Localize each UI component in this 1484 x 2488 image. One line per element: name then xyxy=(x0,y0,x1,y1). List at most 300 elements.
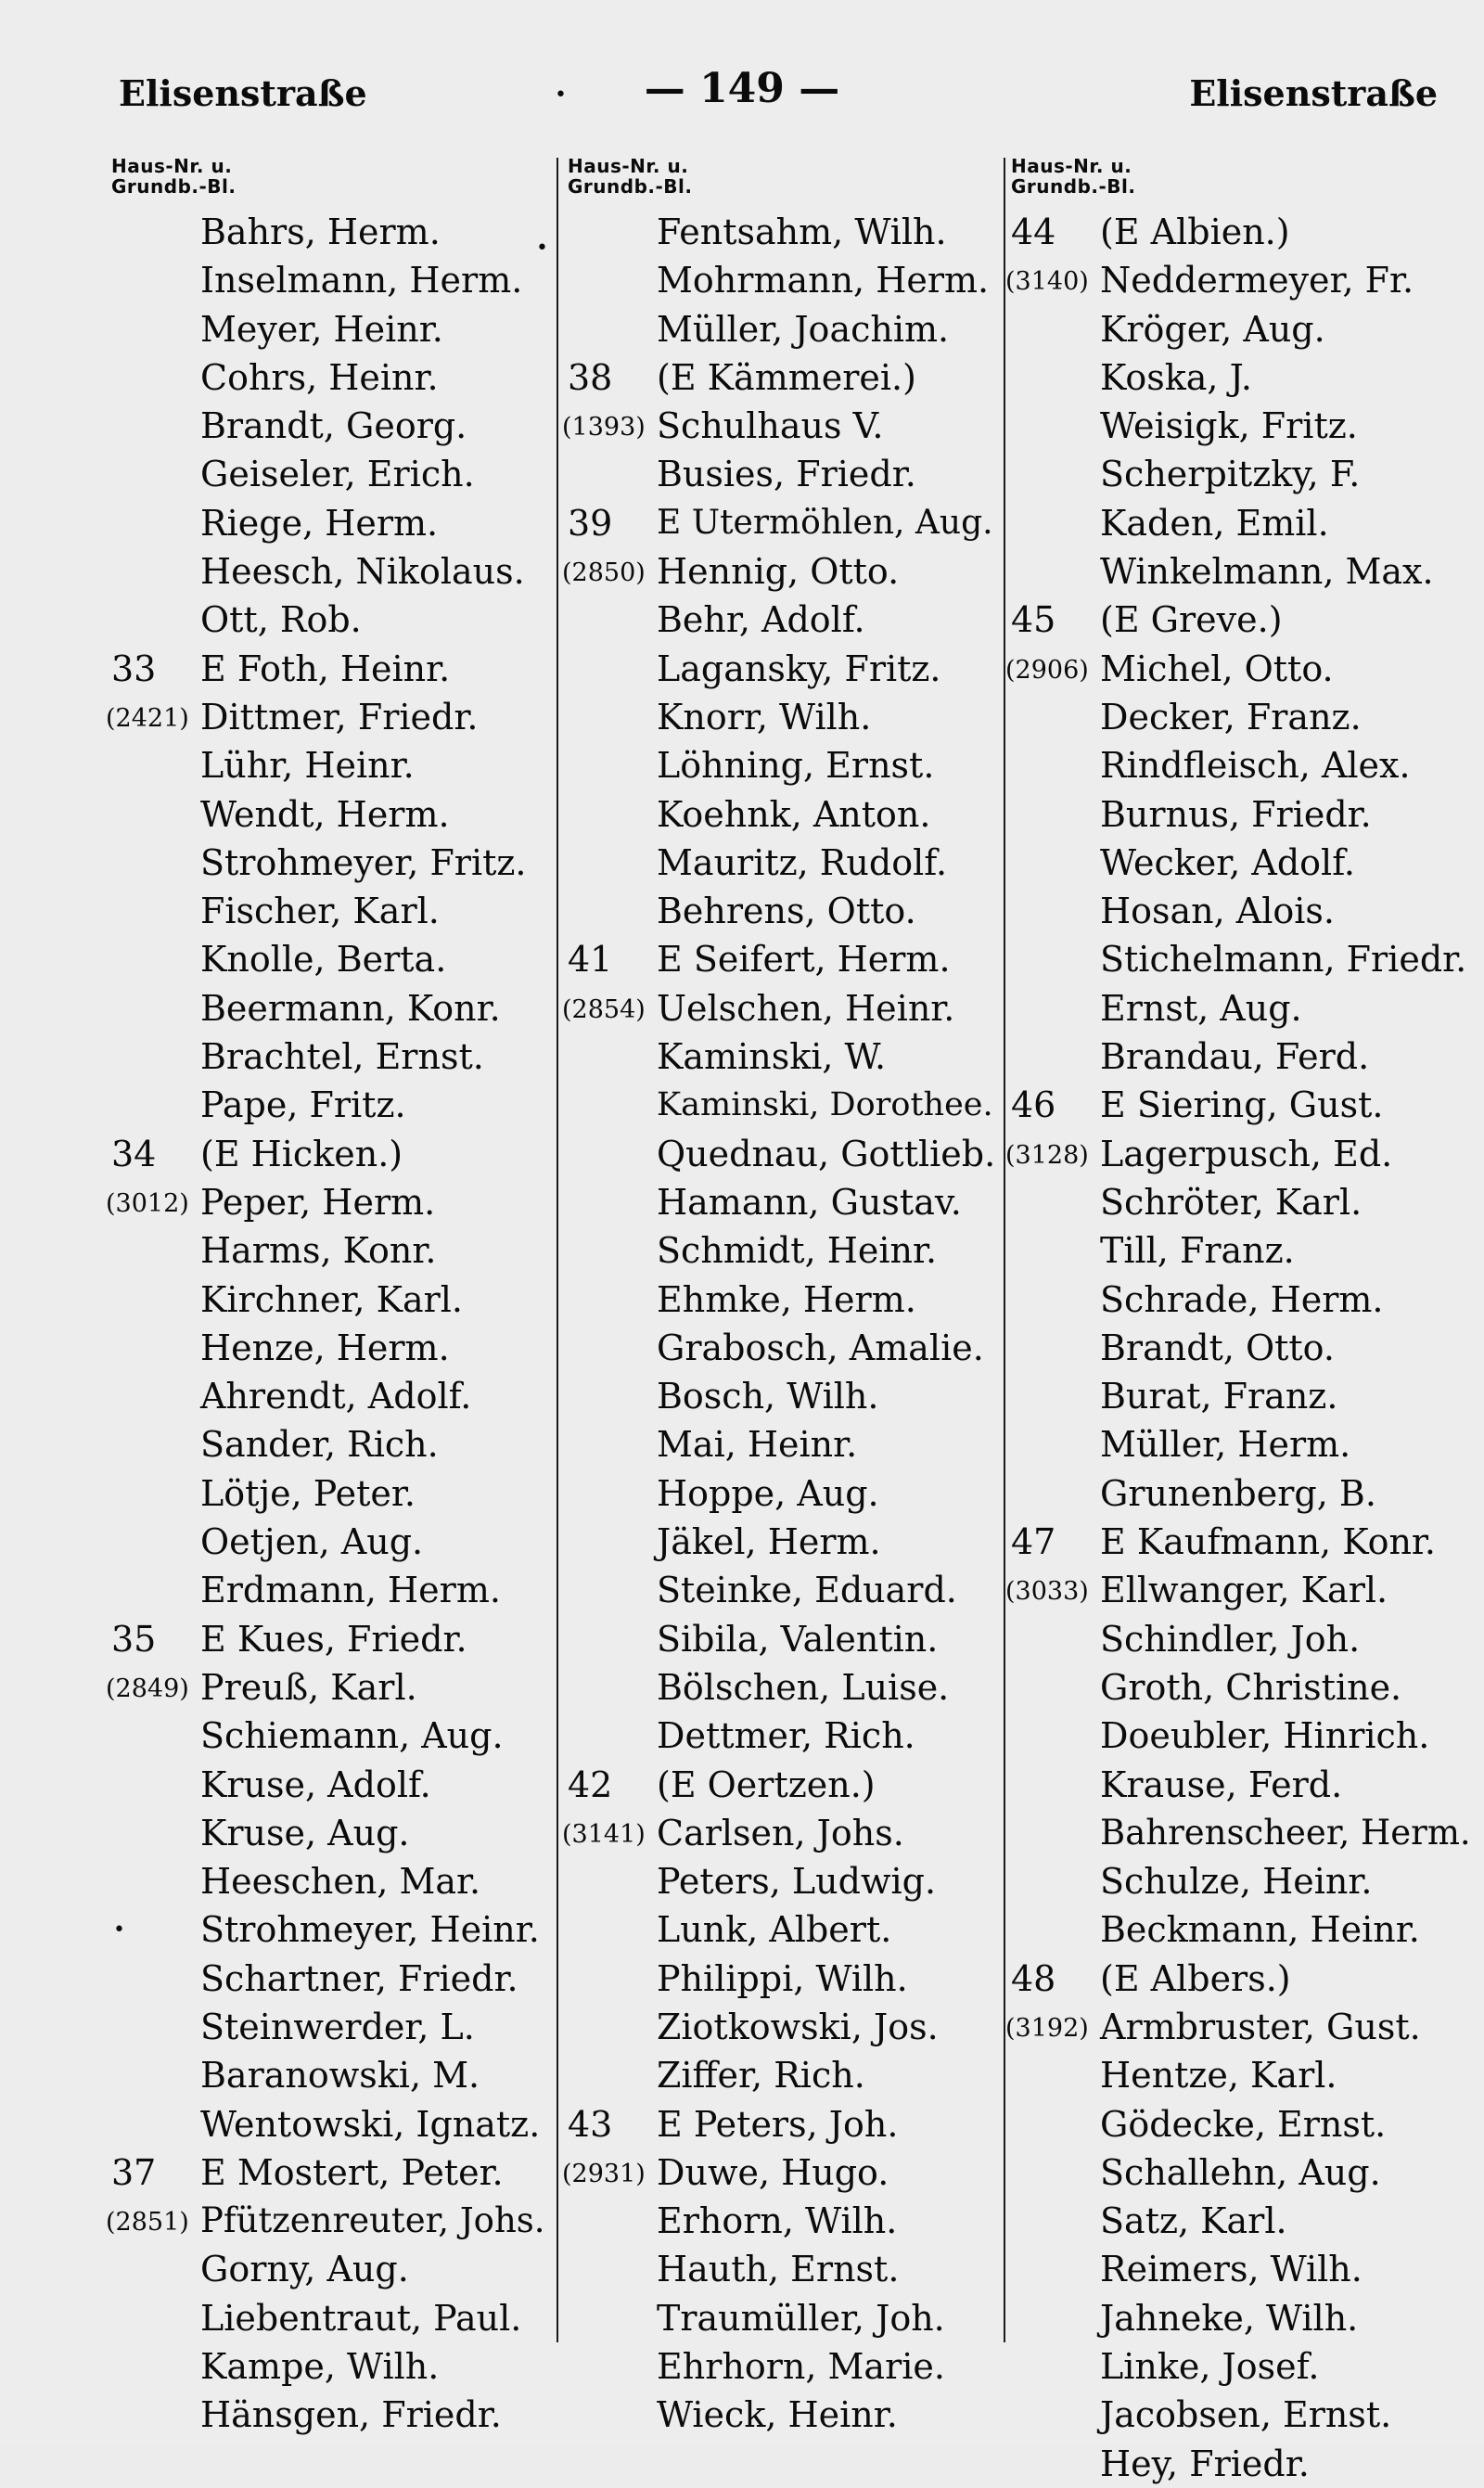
directory-entry xyxy=(568,1324,1002,1372)
resident-name: Ahrendt, Adolf. xyxy=(200,1376,472,1417)
resident-name: Ellwanger, Karl. xyxy=(1100,1570,1388,1611)
resident-name: Quednau, Gottlieb. xyxy=(657,1133,996,1174)
resident-name: Hey, Friedr. xyxy=(1100,2443,1310,2484)
resident-name: Koska, J. xyxy=(1100,356,1252,398)
resident-name: (E Greve.) xyxy=(1100,599,1283,641)
directory-entry xyxy=(1011,1663,1475,1712)
resident-name: Bosch, Wilh. xyxy=(657,1376,879,1417)
directory-entry xyxy=(111,1809,547,1857)
directory-entry xyxy=(1011,2440,1475,2488)
directory-entry xyxy=(111,596,547,644)
directory-entry xyxy=(111,2342,547,2391)
directory-entry xyxy=(568,1178,1002,1226)
resident-name: Wendt, Herm. xyxy=(200,793,450,835)
directory-entry xyxy=(568,1566,1002,1614)
directory-entry xyxy=(568,2391,1002,2439)
resident-name: Brandau, Ferd. xyxy=(1100,1036,1370,1078)
resident-name: Cohrs, Heinr. xyxy=(200,356,439,398)
resident-name: Grunenberg, B. xyxy=(1100,1472,1376,1514)
resident-name: Ziotkowski, Jos. xyxy=(657,2006,939,2047)
directory-entry xyxy=(111,2003,547,2051)
resident-name: Henze, Herm. xyxy=(200,1327,450,1368)
resident-name: Winkelmann, Max. xyxy=(1100,551,1434,593)
directory-entry xyxy=(568,741,1002,789)
resident-name: Linke, Josef. xyxy=(1100,2346,1320,2388)
house-number: 38 xyxy=(568,356,613,398)
resident-name: Meyer, Heinr. xyxy=(200,308,443,350)
directory-entry xyxy=(1011,353,1475,402)
resident-name: Müller, Joachim. xyxy=(657,308,950,350)
resident-name: Sander, Rich. xyxy=(200,1424,439,1466)
resident-name: (E Albien.) xyxy=(1100,212,1290,252)
column-heading xyxy=(1011,156,1475,208)
resident-name: Duwe, Hugo. xyxy=(657,2151,889,2193)
directory-entry xyxy=(568,693,1002,741)
resident-name: Brandt, Georg. xyxy=(200,405,467,447)
resident-name: Knolle, Berta. xyxy=(200,939,447,981)
resident-name: Wieck, Heinr. xyxy=(657,2394,898,2436)
land-register-number: (2850) xyxy=(562,558,646,588)
directory-entry xyxy=(111,741,547,789)
resident-name: Peters, Ludwig. xyxy=(657,1861,937,1903)
resident-name: Ehrhorn, Marie. xyxy=(657,2346,945,2388)
resident-name: Armbruster, Gust. xyxy=(1100,2006,1421,2047)
resident-name: Schrade, Herm. xyxy=(1100,1278,1384,1320)
resident-name: Burat, Franz. xyxy=(1100,1376,1338,1417)
resident-name: Mai, Heinr. xyxy=(657,1424,858,1466)
directory-entry xyxy=(111,887,547,935)
resident-name: Kruse, Aug. xyxy=(200,1812,410,1853)
resident-name: Erdmann, Herm. xyxy=(200,1570,501,1611)
directory-entry xyxy=(111,499,547,547)
directory-entry xyxy=(111,1615,547,1663)
resident-name: Beermann, Konr. xyxy=(200,987,501,1029)
directory-entry xyxy=(1011,547,1475,596)
resident-name: Grabosch, Amalie. xyxy=(657,1327,984,1368)
directory-entry xyxy=(568,1032,1002,1081)
resident-name: Riege, Herm. xyxy=(200,502,439,544)
land-register-number: (2906) xyxy=(1005,655,1089,685)
resident-name: Gödecke, Ernst. xyxy=(1100,2103,1387,2145)
directory-entry xyxy=(568,1663,1002,1712)
directory-entry xyxy=(1011,790,1475,839)
directory-entry xyxy=(111,1761,547,1809)
resident-name: Bahrenscheer, Herm. xyxy=(1100,1812,1471,1853)
directory-entry xyxy=(1011,1032,1475,1081)
directory-entry xyxy=(111,2148,547,2197)
resident-name: Schindler, Joh. xyxy=(1100,1618,1361,1660)
directory-entry xyxy=(568,1615,1002,1663)
resident-name: Baranowski, M. xyxy=(200,2055,480,2097)
directory-entry xyxy=(568,1130,1002,1178)
directory-entry xyxy=(568,256,1002,304)
directory-entry xyxy=(568,596,1002,644)
column-2 xyxy=(562,155,1002,2440)
land-register-number: (3140) xyxy=(1005,267,1089,297)
directory-entry xyxy=(568,1276,1002,1324)
resident-name: Fentsahm, Wilh. xyxy=(657,212,947,252)
land-register-number: (3192) xyxy=(1005,2013,1089,2043)
directory-entry xyxy=(111,1857,547,1905)
land-register-number: (2854) xyxy=(562,994,646,1024)
column-1 xyxy=(106,155,547,2440)
column-heading xyxy=(568,156,1002,208)
resident-name: Lunk, Albert. xyxy=(657,1909,892,1951)
resident-name: Till, Franz. xyxy=(1100,1230,1295,1272)
resident-name: Schallehn, Aug. xyxy=(1100,2151,1381,2193)
directory-entry xyxy=(1011,984,1475,1032)
resident-name: Wecker, Adolf. xyxy=(1100,841,1355,883)
directory-entry xyxy=(111,1712,547,1760)
house-number: 33 xyxy=(111,648,157,689)
resident-name: E Utermöhlen, Aug. xyxy=(657,503,993,542)
resident-name: Lühr, Heinr. xyxy=(200,745,415,787)
directory-entry xyxy=(111,1420,547,1468)
resident-name: Groth, Christine. xyxy=(1100,1666,1402,1708)
directory-entry xyxy=(1011,1372,1475,1420)
directory-entry xyxy=(568,208,1002,256)
directory-entry xyxy=(568,839,1002,887)
resident-name: E Seifert, Herm. xyxy=(657,939,951,981)
directory-entry xyxy=(1011,2342,1475,2391)
directory-entry xyxy=(1011,1955,1475,2003)
directory-entry xyxy=(111,645,547,693)
resident-name: (E Kämmerei.) xyxy=(657,356,916,398)
directory-entry xyxy=(111,547,547,596)
resident-name: Dettmer, Rich. xyxy=(657,1715,915,1757)
resident-name: Oetjen, Aug. xyxy=(200,1521,424,1563)
directory-entry xyxy=(111,353,547,402)
house-number: 39 xyxy=(568,502,613,544)
directory-entry xyxy=(568,1712,1002,1760)
resident-name: Strohmeyer, Fritz. xyxy=(200,841,527,883)
resident-name: Mohrmann, Herm. xyxy=(657,260,990,301)
resident-name: Traumüller, Joh. xyxy=(657,2297,945,2339)
directory-entry xyxy=(568,790,1002,839)
directory-entry xyxy=(568,2051,1002,2099)
resident-name: Philippi, Wilh. xyxy=(657,1957,908,1999)
resident-name: Ernst, Aug. xyxy=(1100,987,1302,1029)
resident-name: Doeubler, Hinrich. xyxy=(1100,1715,1430,1757)
column-heading-line1: Haus-Nr. u. xyxy=(111,155,233,177)
directory-entry xyxy=(562,2148,1002,2197)
directory-entry xyxy=(111,1372,547,1420)
page-number: — 149 — xyxy=(644,65,840,112)
resident-name: Carlsen, Johs. xyxy=(657,1812,904,1853)
directory-entry xyxy=(1011,693,1475,741)
column-heading-line2: Grundb.-Bl. xyxy=(111,175,237,198)
resident-name: Steinke, Eduard. xyxy=(657,1570,957,1611)
resident-name: Busies, Friedr. xyxy=(657,454,916,495)
resident-name: Kaden, Emil. xyxy=(1100,502,1329,544)
resident-name: Kampe, Wilh. xyxy=(200,2346,440,2388)
directory-entry xyxy=(111,1324,547,1372)
house-number: 41 xyxy=(568,939,613,981)
land-register-number: (2931) xyxy=(562,2159,646,2188)
resident-name: Lötje, Peter. xyxy=(200,1472,416,1514)
directory-entry xyxy=(111,450,547,498)
resident-name: Decker, Franz. xyxy=(1100,696,1362,737)
directory-entry xyxy=(111,305,547,353)
resident-name: Mauritz, Rudolf. xyxy=(657,841,948,883)
directory-entry xyxy=(111,1226,547,1275)
directory-entry xyxy=(568,2197,1002,2245)
resident-name: Fischer, Karl. xyxy=(200,891,440,932)
directory-entry xyxy=(1011,2294,1475,2342)
resident-name: Geiseler, Erich. xyxy=(200,454,475,495)
resident-name: (E Oertzen.) xyxy=(657,1763,876,1805)
resident-name: E Kues, Friedr. xyxy=(200,1618,467,1660)
resident-name: Liebentraut, Paul. xyxy=(200,2297,522,2339)
directory-entry xyxy=(568,1905,1002,1954)
directory-entry xyxy=(568,1081,1002,1129)
resident-name: Pape, Fritz. xyxy=(200,1084,406,1126)
directory-entry xyxy=(1005,1566,1475,1614)
directory-entry xyxy=(111,402,547,450)
resident-name: Burnus, Friedr. xyxy=(1100,793,1372,835)
house-number: 35 xyxy=(111,1618,157,1660)
directory-entry xyxy=(568,645,1002,693)
house-number: 47 xyxy=(1011,1521,1056,1563)
directory-entry xyxy=(1011,887,1475,935)
entry-list xyxy=(562,208,1002,2440)
resident-name: Löhning, Ernst. xyxy=(657,745,935,787)
directory-entry xyxy=(1011,935,1475,983)
directory-entry xyxy=(1011,2051,1475,2099)
directory-entry xyxy=(1005,1130,1475,1178)
resident-name: Hentze, Karl. xyxy=(1100,2055,1337,2097)
directory-entry xyxy=(1011,1615,1475,1663)
house-number: 44 xyxy=(1011,212,1056,252)
resident-name: Stichelmann, Friedr. xyxy=(1100,939,1467,981)
house-number: 34 xyxy=(111,1133,157,1174)
directory-entry xyxy=(568,1518,1002,1566)
directory-entry xyxy=(111,1955,547,2003)
directory-entry xyxy=(1011,1809,1475,1857)
resident-name: Heeschen, Mar. xyxy=(200,1861,481,1903)
directory-entry xyxy=(1011,1905,1475,1954)
directory-entry xyxy=(111,2245,547,2293)
directory-entry xyxy=(568,450,1002,498)
directory-entry xyxy=(568,2003,1002,2051)
resident-name: Steinwerder, L. xyxy=(200,2006,475,2047)
resident-name: Hamann, Gustav. xyxy=(657,1181,962,1223)
directory-entry xyxy=(1011,208,1475,256)
directory-entry xyxy=(1011,1178,1475,1226)
directory-entry xyxy=(1011,839,1475,887)
directory-entry xyxy=(111,2100,547,2148)
resident-name: Schulhaus V. xyxy=(657,405,884,447)
land-register-number: (3128) xyxy=(1005,1140,1089,1170)
resident-name: Schartner, Friedr. xyxy=(200,1957,518,1999)
resident-name: Reimers, Wilh. xyxy=(1100,2249,1362,2290)
resident-name: Neddermeyer, Fr. xyxy=(1100,260,1414,301)
resident-name: Kirchner, Karl. xyxy=(200,1278,464,1320)
land-register-number: (3012) xyxy=(106,1188,189,1218)
resident-name: (E Hicken.) xyxy=(200,1133,403,1174)
print-dot: • xyxy=(113,1918,125,1942)
directory-entry xyxy=(1011,2391,1475,2439)
directory-entry xyxy=(111,1905,547,1954)
directory-entry xyxy=(568,2342,1002,2391)
resident-name: Jacobsen, Ernst. xyxy=(1100,2394,1392,2436)
directory-entry xyxy=(1005,645,1475,693)
directory-entry xyxy=(1011,1761,1475,1809)
directory-entry xyxy=(562,402,1002,450)
resident-name: Hoppe, Aug. xyxy=(657,1472,879,1514)
resident-name: E Peters, Joh. xyxy=(657,2103,899,2145)
directory-entry xyxy=(106,1663,547,1712)
print-dot: • xyxy=(555,83,567,107)
directory-entry xyxy=(1011,1081,1475,1129)
land-register-number: (1393) xyxy=(562,413,646,442)
column-heading-line2: Grundb.-Bl. xyxy=(1011,175,1136,198)
directory-entry xyxy=(568,305,1002,353)
directory-entry xyxy=(111,2051,547,2099)
directory-entry xyxy=(568,1761,1002,1809)
resident-name: E Kaufmann, Konr. xyxy=(1100,1521,1436,1563)
directory-entry xyxy=(1011,2197,1475,2245)
resident-name: Harms, Konr. xyxy=(200,1230,437,1272)
directory-entry xyxy=(1005,256,1475,304)
column-heading-line2: Grundb.-Bl. xyxy=(568,175,693,198)
resident-name: Behrens, Otto. xyxy=(657,891,916,932)
directory-entry xyxy=(106,693,547,741)
resident-name: Kröger, Aug. xyxy=(1100,308,1325,350)
column-heading-line1: Haus-Nr. u. xyxy=(1011,155,1132,177)
directory-entry xyxy=(1011,1712,1475,1760)
directory-entry xyxy=(1011,1226,1475,1275)
directory-entry xyxy=(1011,450,1475,498)
resident-name: (E Albers.) xyxy=(1100,1957,1291,1999)
resident-name: Schmidt, Heinr. xyxy=(657,1230,938,1272)
directory-entry xyxy=(568,499,1002,547)
land-register-number: (3033) xyxy=(1005,1577,1089,1607)
directory-entry xyxy=(562,547,1002,596)
directory-entry xyxy=(1011,1324,1475,1372)
column-heading xyxy=(111,156,547,208)
resident-name: Ziffer, Rich. xyxy=(657,2055,865,2097)
directory-entry xyxy=(111,208,547,256)
directory-entry xyxy=(568,1226,1002,1275)
resident-name: Heesch, Nikolaus. xyxy=(200,551,525,593)
resident-name: Ott, Rob. xyxy=(200,599,362,641)
resident-name: Behr, Adolf. xyxy=(657,599,865,641)
directory-entry xyxy=(111,790,547,839)
directory-entry xyxy=(111,1081,547,1129)
resident-name: Michel, Otto. xyxy=(1100,648,1334,689)
directory-entry xyxy=(562,1809,1002,1857)
resident-name: Strohmeyer, Heinr. xyxy=(200,1909,540,1951)
resident-name: Jäkel, Herm. xyxy=(657,1521,881,1563)
entry-list xyxy=(106,208,547,2440)
directory-entry xyxy=(568,2245,1002,2293)
column-rule xyxy=(556,158,558,2342)
directory-entry xyxy=(568,1420,1002,1468)
resident-name: Brandt, Otto. xyxy=(1100,1327,1335,1368)
resident-name: Scherpitzky, F. xyxy=(1100,454,1361,495)
directory-entry xyxy=(106,2197,547,2245)
resident-name: Gorny, Aug. xyxy=(200,2249,409,2290)
directory-entry xyxy=(111,1032,547,1081)
house-number: 46 xyxy=(1011,1084,1056,1126)
resident-name: Schröter, Karl. xyxy=(1100,1181,1362,1223)
directory-entry xyxy=(1011,499,1475,547)
resident-name: Koehnk, Anton. xyxy=(657,793,931,835)
directory-entry xyxy=(568,935,1002,983)
resident-name: Wentowski, Ignatz. xyxy=(200,2103,541,2145)
resident-name: Beckmann, Heinr. xyxy=(1100,1909,1420,1951)
directory-entry xyxy=(111,2391,547,2439)
directory-entry xyxy=(1011,2100,1475,2148)
directory-entry xyxy=(1005,2003,1475,2051)
resident-name: Peper, Herm. xyxy=(200,1181,436,1223)
directory-entry xyxy=(1011,2148,1475,2197)
directory-entry xyxy=(562,984,1002,1032)
print-dot: • xyxy=(536,237,548,260)
column-heading-line1: Haus-Nr. u. xyxy=(568,155,689,177)
resident-name: Lagansky, Fritz. xyxy=(657,648,941,689)
directory-entry xyxy=(111,2294,547,2342)
resident-name: E Foth, Heinr. xyxy=(200,648,451,689)
directory-entry xyxy=(1011,596,1475,644)
directory-entry xyxy=(111,256,547,304)
resident-name: Krause, Ferd. xyxy=(1100,1763,1343,1805)
resident-name: Kruse, Adolf. xyxy=(200,1763,431,1805)
directory-entry xyxy=(568,1469,1002,1518)
resident-name: E Mostert, Peter. xyxy=(200,2151,504,2193)
land-register-number: (2421) xyxy=(106,703,189,733)
directory-entry xyxy=(111,1566,547,1614)
house-number: 43 xyxy=(568,2103,613,2145)
directory-entry xyxy=(568,2294,1002,2342)
directory-entry xyxy=(568,2100,1002,2148)
entry-list xyxy=(1005,208,1475,2488)
directory-entry xyxy=(568,1372,1002,1420)
land-register-number: (2851) xyxy=(106,2208,189,2238)
resident-name: Schulze, Heinr. xyxy=(1100,1861,1373,1903)
directory-entry xyxy=(1011,1469,1475,1518)
resident-name: Preuß, Karl. xyxy=(200,1666,417,1708)
house-number: 37 xyxy=(111,2151,157,2193)
resident-name: Erhorn, Wilh. xyxy=(657,2200,898,2242)
resident-name: Pfützenreuter, Johs. xyxy=(200,2200,545,2241)
resident-name: Knorr, Wilh. xyxy=(657,696,872,737)
directory-entry xyxy=(568,353,1002,402)
resident-name: Hänsgen, Friedr. xyxy=(200,2394,502,2436)
house-number: 48 xyxy=(1011,1957,1056,1999)
directory-entry xyxy=(111,984,547,1032)
resident-name: E Siering, Gust. xyxy=(1100,1084,1384,1126)
resident-name: Ehmke, Herm. xyxy=(657,1278,916,1320)
resident-name: Dittmer, Friedr. xyxy=(200,696,479,737)
land-register-number: (2849) xyxy=(106,1674,189,1703)
resident-name: Bahrs, Herm. xyxy=(200,212,441,252)
directory-entry xyxy=(1011,1420,1475,1468)
directory-entry xyxy=(111,1469,547,1518)
directory-entry xyxy=(1011,1518,1475,1566)
house-number: 45 xyxy=(1011,599,1056,641)
directory-entry xyxy=(1011,402,1475,450)
directory-entry xyxy=(111,935,547,983)
directory-entry xyxy=(1011,1857,1475,1905)
resident-name: Müller, Herm. xyxy=(1100,1424,1351,1466)
resident-name: Hennig, Otto. xyxy=(657,551,900,593)
directory-entry xyxy=(1011,305,1475,353)
directory-entry xyxy=(568,887,1002,935)
resident-name: Sibila, Valentin. xyxy=(657,1618,939,1660)
resident-name: Satz, Karl. xyxy=(1100,2200,1287,2242)
